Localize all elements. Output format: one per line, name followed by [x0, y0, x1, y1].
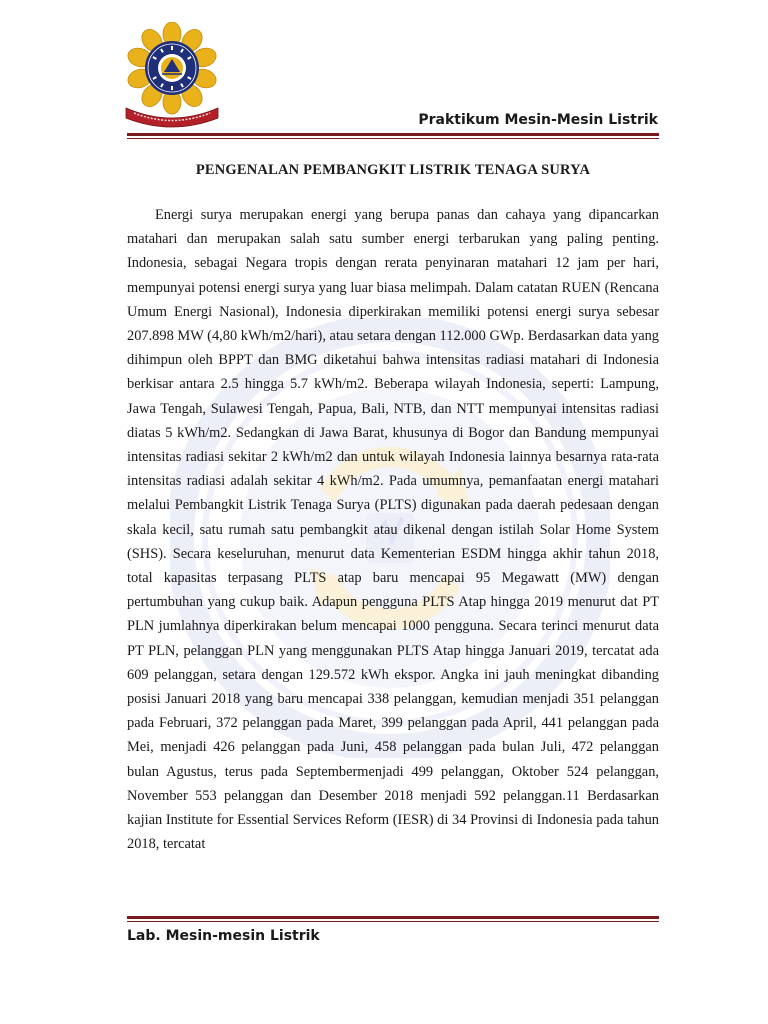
body-paragraph: Energi surya merupakan energi yang berupa panas dan cahaya yang dipancarkan matahari dan merupakan salah satu sumber energi terbarukan yang paling penting. Indonesia, sebagai Negara tropis dengan rerata penyinaran matahari 12 jam per hari, mempunyai potensi energi surya yang luar biasa melimpah. Dalam catatan RUEN (Rencana Umum Energi Nasional), Indonesia diperkirakan memiliki potensi energi surya sebesar 207.898 MW (4,80 kWh/m2/hari), atau setara dengan 112.000 GWp. Berdasarkan data yang dihimpun oleh BPPT dan BMG diketahui bahwa intensitas radiasi matahari di Indonesia berkisar antara 2.5 hingga 5.7 kWh/m2. Beberapa wilayah Indonesia, seperti: Lampung, Jawa Tengah, Sulawesi Tengah, Papua, Bali, NTB, dan NTT mempunyai intensitas radiasi diatas 5 kWh/m2. Sedangkan di Jawa Barat, khusunya di Bogor dan Bandung mempunyai intensitas radiasi sekitar 2 kWh/m2 dan untuk wilayah Indonesia lainnya besarnya rata-rata intensitas radiasi adalah sekitar 4 kWh/m2. Pada umumnya, pemanfaatan energi matahari melalui Pembangkit Listrik Tenaga Surya (PLTS) digunakan pada daerah pedesaan dengan skala kecil, satu rumah satu pembangkit atau dikenal dengan istilah Solar Home System (SHS). Secara keseluruhan, menurut data Kementerian ESDM hingga akhir tahun 2018, total kapasitas terpasang PLTS atap baru mencapai 95 Megawatt (MW) dengan pertumbuhan yang cukup baik. Adapun pengguna PLTS Atap hingga 2019 menurut dat PT PLN jumlahnya diperkirakan belum mencapai 1000 pengguna. Secara terinci menurut data PT PLN, pelanggan PLN yang menggunakan PLTS Atap hingga Januari 2019, tercatat ada 609 pelanggan, setara dengan 129.572 kWh ekspor. Angka ini jauh meningkat dibanding posisi Januari 2018 yang baru mencapai 338 pelanggan, kemudian menjadi 351 pelanggan pada Februari, 372 pelanggan pada Maret, 399 pelanggan pada April, 441 pelanggan pada Mei, menjadi 426 pelanggan pada Juni, 458 pelanggan pada bulan Juli, 472 pelanggan bulan Agustus, terus pada Septembermenjadi 499 pelanggan, Oktober 524 pelanggan, November 553 pelanggan dan Desember 2018 menjadi 592 pelanggan.11 Berdasarkan kajian Institute for Essential Services Reform (IESR) di 34 Provinsi di Indonesia pada tahun 2018, tercatat — [127, 207, 659, 853]
document-title: PENGENALAN PEMBANGKIT LISTRIK TENAGA SURYA — [195, 162, 591, 178]
footer-rule-thin — [127, 921, 659, 922]
footer-title: Lab. Mesin-mesin Listrik — [127, 928, 320, 944]
footer-rule-thick — [127, 916, 659, 919]
header-title: Praktikum Mesin-Mesin Listrik — [418, 112, 658, 128]
header-rule-thin — [127, 138, 659, 139]
university-seal-icon — [122, 22, 222, 128]
university-logo — [122, 22, 222, 128]
header-rule-thick — [127, 133, 659, 136]
